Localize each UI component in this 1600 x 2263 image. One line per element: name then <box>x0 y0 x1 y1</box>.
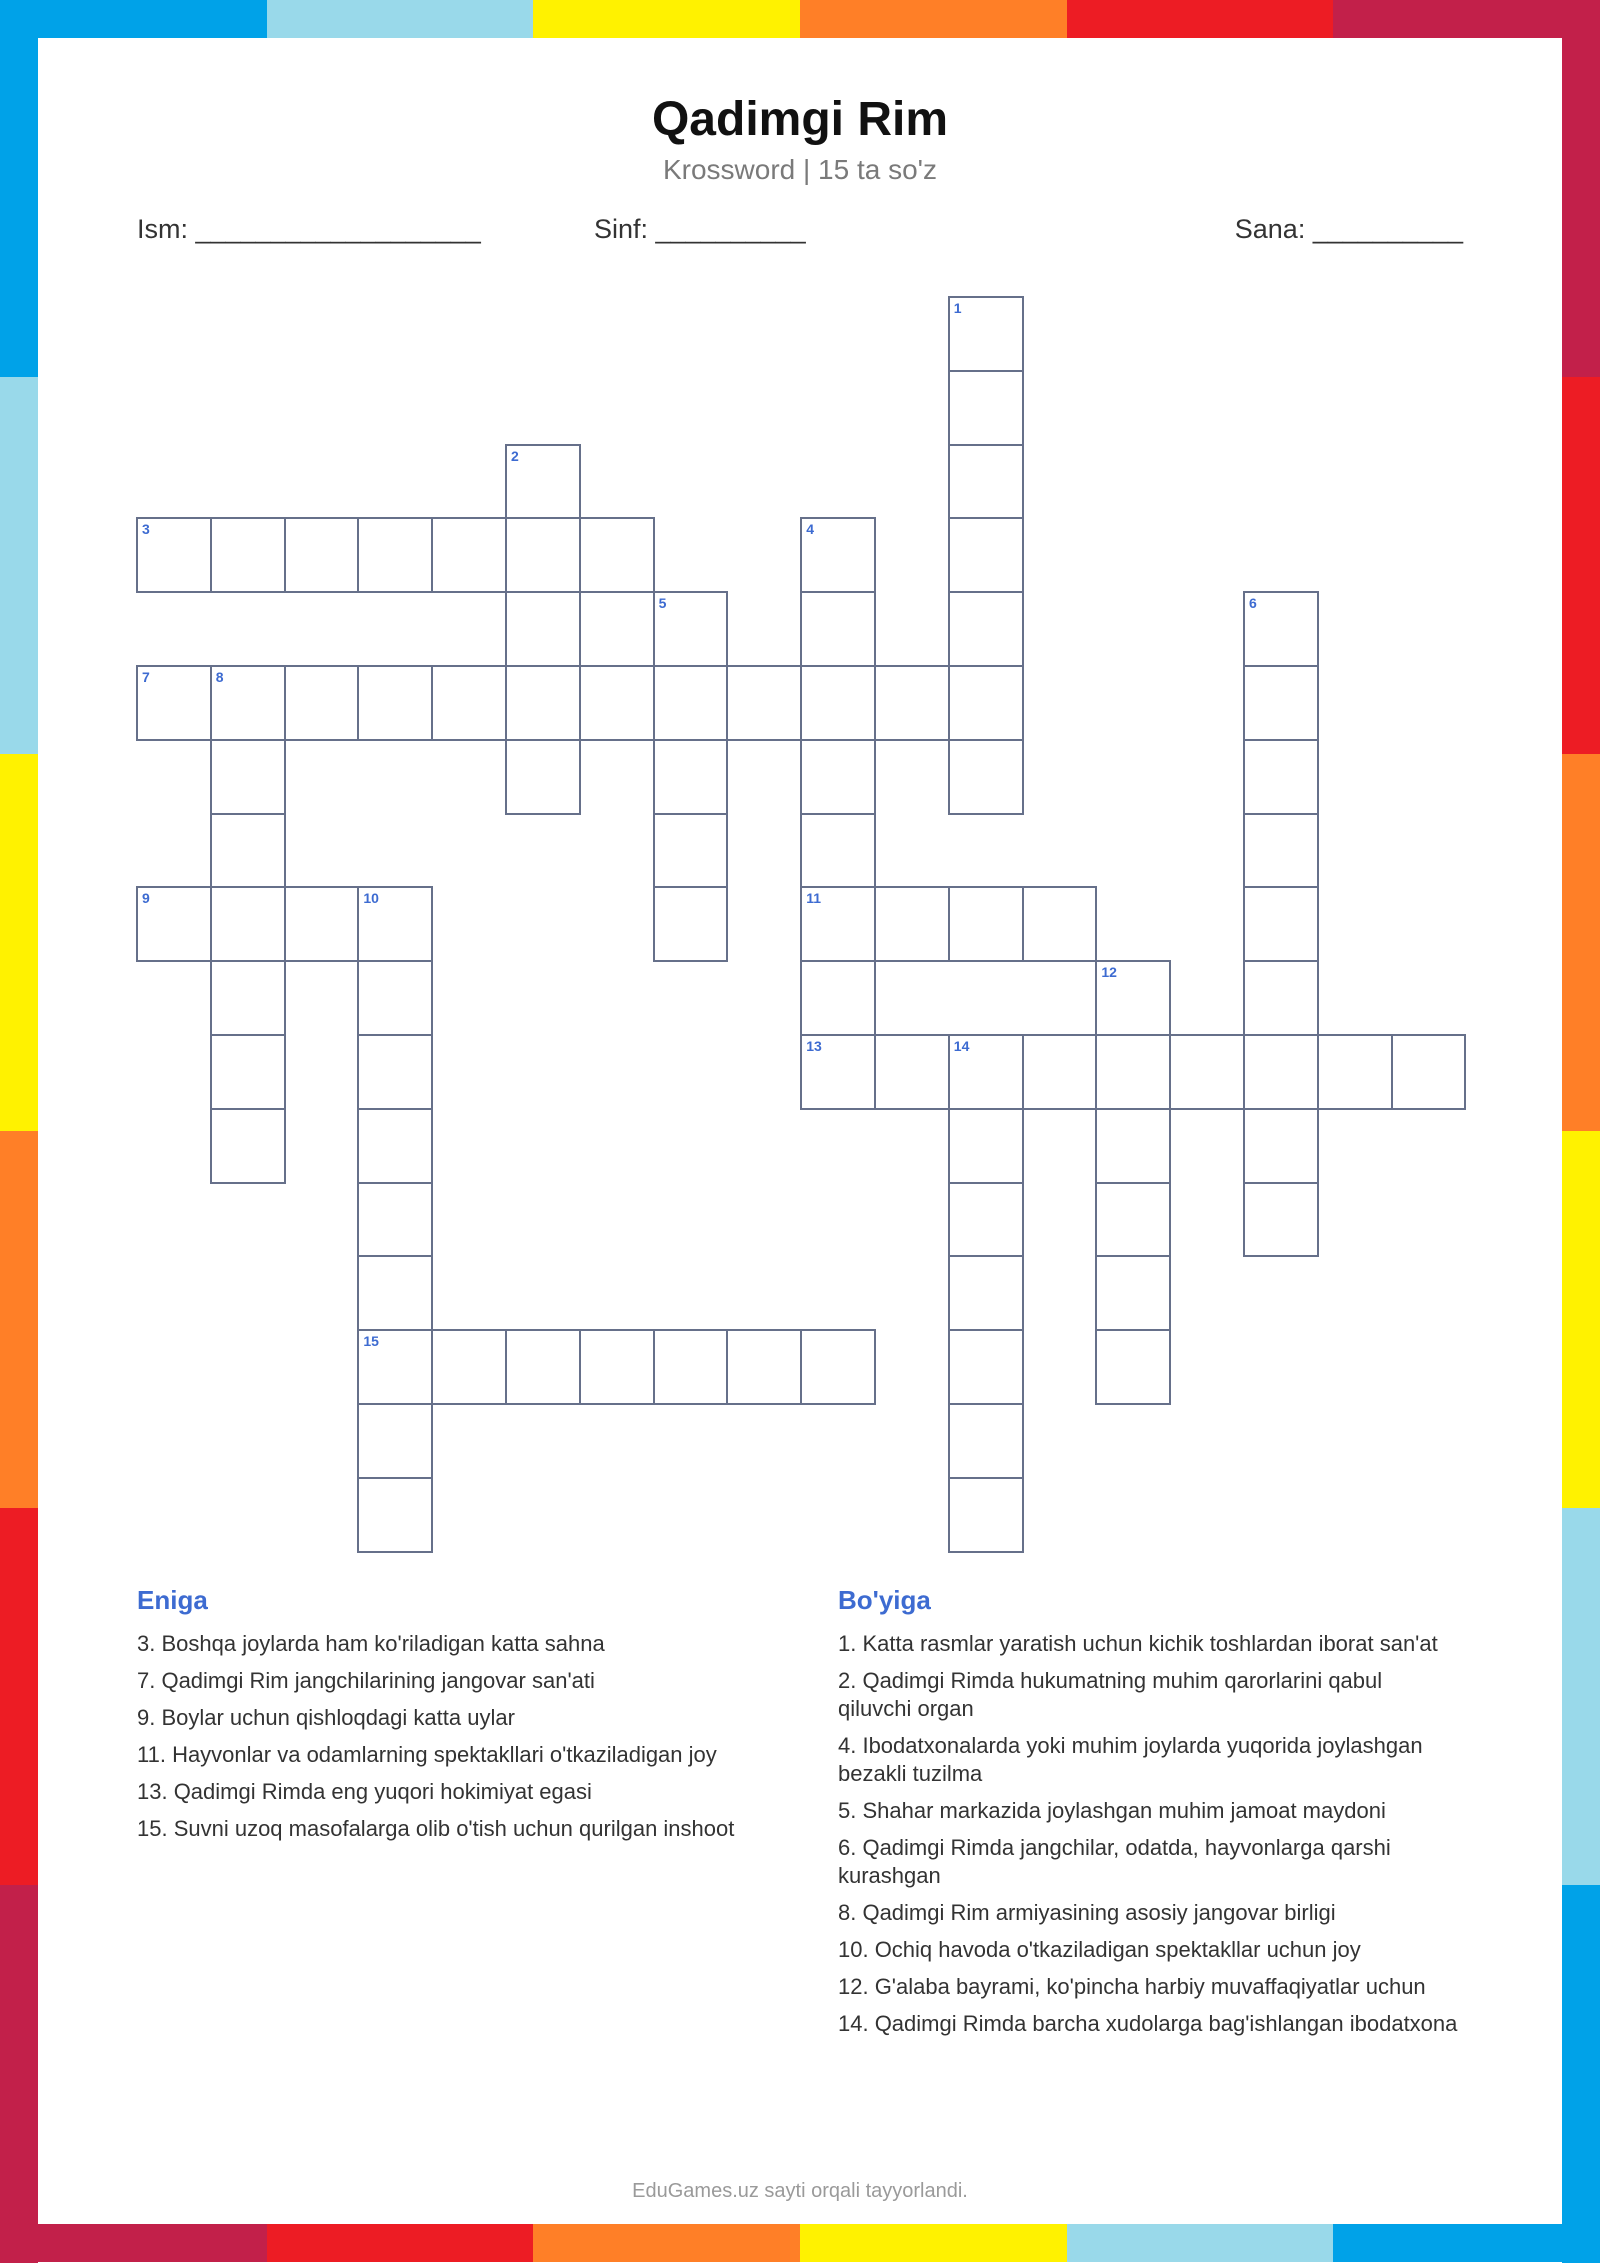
border-segment <box>1562 1885 1600 2263</box>
crossword-cell[interactable] <box>948 296 1024 372</box>
across-clue: 13. Qadimgi Rimda eng yuqori hokimiyat egasi <box>137 1779 592 1804</box>
crossword-cell[interactable] <box>800 517 876 593</box>
date-field: Sana: __________ <box>1234 214 1463 244</box>
crossword-cell[interactable] <box>505 591 581 667</box>
crossword-cell[interactable] <box>505 739 581 815</box>
crossword-cell[interactable] <box>210 739 286 815</box>
crossword-cell[interactable] <box>210 1034 286 1110</box>
border-segment <box>1333 0 1600 38</box>
border-segment <box>1333 2224 1600 2262</box>
crossword-cell[interactable] <box>874 1034 950 1110</box>
crossword-cell[interactable] <box>948 1108 1024 1184</box>
clue-number: 1 <box>953 300 962 316</box>
border-segment <box>0 1131 38 1509</box>
across-clue-list <box>137 1630 757 1852</box>
clue-number: 14 <box>953 1038 970 1054</box>
crossword-cell[interactable] <box>357 665 433 741</box>
crossword-cell[interactable] <box>210 1108 286 1184</box>
clue-number: 8 <box>215 669 224 685</box>
across-clue: 11. Hayvonlar va odamlarning spektakllari o'tkaziladigan joy <box>137 1742 717 1767</box>
across-clue: 3. Boshqa joylarda ham ko'riladigan katta sahna <box>137 1631 605 1656</box>
crossword-cell[interactable] <box>874 665 950 741</box>
crossword-cell[interactable] <box>726 1329 802 1405</box>
crossword-cell[interactable] <box>948 1329 1024 1405</box>
across-clue: 9. Boylar uchun qishloqdagi katta uylar <box>137 1705 515 1730</box>
crossword-cell[interactable] <box>1243 886 1319 962</box>
down-clue: 14. Qadimgi Rimda barcha xudolarga bag'ishlangan ibodatxona <box>838 2011 1458 2036</box>
crossword-cell[interactable] <box>800 813 876 889</box>
crossword-cell[interactable] <box>1095 1108 1171 1184</box>
crossword-cell[interactable] <box>579 517 655 593</box>
crossword-cell[interactable] <box>1243 813 1319 889</box>
across-clue: 7. Qadimgi Rim jangchilarining jangovar san'ati <box>137 1668 595 1693</box>
crossword-cell[interactable] <box>653 886 729 962</box>
crossword-cell[interactable] <box>1243 665 1319 741</box>
border-segment <box>0 754 38 1132</box>
border-segment <box>1562 377 1600 755</box>
crossword-cell[interactable] <box>357 1182 433 1258</box>
crossword-cell[interactable] <box>948 1034 1024 1110</box>
crossword-cell[interactable] <box>357 1255 433 1331</box>
border-segment <box>267 2224 535 2262</box>
crossword-cell[interactable] <box>357 517 433 593</box>
border-segment <box>1562 1508 1600 1886</box>
footer-credit: EduGames.uz sayti orqali tayyorlandi. <box>632 2180 968 2202</box>
border-segment <box>800 0 1068 38</box>
crossword-cell[interactable] <box>1095 960 1171 1036</box>
down-clue: 10. Ochiq havoda o'tkaziladigan spektakllar uchun joy <box>838 1937 1361 1962</box>
border-segment <box>1067 2224 1335 2262</box>
crossword-cell[interactable] <box>1095 1034 1171 1110</box>
down-clue: 4. Ibodatxonalarda yoki muhim joylarda yuqorida joylashgan bezakli tuzilma <box>838 1733 1423 1786</box>
clue-number: 4 <box>806 521 814 538</box>
crossword-cell[interactable] <box>653 665 729 741</box>
border-segment <box>0 0 38 378</box>
crossword-cell[interactable] <box>505 665 581 741</box>
crossword-cell[interactable] <box>136 886 212 962</box>
crossword-cell[interactable] <box>874 886 950 962</box>
crossword-cell[interactable] <box>800 665 876 741</box>
crossword-cell[interactable] <box>1022 886 1098 962</box>
down-clue: 6. Qadimgi Rimda jangchilar, odatda, hayvonlarga qarshi kurashgan <box>838 1835 1391 1888</box>
crossword-cell[interactable] <box>1243 1182 1319 1258</box>
across-heading: Eniga <box>137 1585 208 1615</box>
crossword-cell[interactable] <box>1169 1034 1245 1110</box>
crossword-cell[interactable] <box>1095 1255 1171 1331</box>
down-clue: 1. Katta rasmlar yaratish uchun kichik toshlardan iborat san'at <box>838 1631 1438 1656</box>
crossword-cell[interactable] <box>948 886 1024 962</box>
crossword-cell[interactable] <box>505 517 581 593</box>
down-clue-list <box>838 1630 1458 2047</box>
page-subtitle: Krossword | 15 ta so'z <box>662 154 938 185</box>
crossword-cell[interactable] <box>1243 1108 1319 1184</box>
crossword-cell[interactable] <box>210 813 286 889</box>
crossword-cell[interactable] <box>948 1182 1024 1258</box>
clue-number: 12 <box>1101 964 1117 981</box>
crossword-cell[interactable] <box>431 665 507 741</box>
crossword-cell[interactable] <box>1391 1034 1467 1110</box>
crossword-cell[interactable] <box>948 517 1024 593</box>
crossword-cell[interactable] <box>948 1255 1024 1331</box>
crossword-cell[interactable] <box>1243 960 1319 1036</box>
crossword-cell[interactable] <box>357 960 433 1036</box>
crossword-cell[interactable] <box>505 1329 581 1405</box>
name-field: Ism: ___________________ <box>137 214 481 244</box>
crossword-cell[interactable] <box>284 665 360 741</box>
border-segment <box>533 0 801 38</box>
border-segment <box>533 2224 801 2262</box>
crossword-cell[interactable] <box>357 1403 433 1479</box>
crossword-cell[interactable] <box>284 886 360 962</box>
down-clue: 8. Qadimgi Rim armiyasining asosiy jangovar birligi <box>838 1900 1336 1925</box>
clue-number: 9 <box>142 890 150 907</box>
crossword-cell[interactable] <box>431 1329 507 1405</box>
crossword-cell[interactable] <box>948 370 1024 446</box>
crossword-cell[interactable] <box>210 665 286 741</box>
crossword-cell[interactable] <box>1317 1034 1393 1110</box>
crossword-cell[interactable] <box>948 1477 1024 1553</box>
crossword-cell[interactable] <box>357 1329 433 1405</box>
crossword-cell[interactable] <box>653 591 729 667</box>
clue-number: 11 <box>806 890 821 907</box>
crossword-cell[interactable] <box>800 1034 876 1110</box>
crossword-cell[interactable] <box>726 665 802 741</box>
down-heading: Bo'yiga <box>838 1585 931 1615</box>
crossword-cell[interactable] <box>1243 591 1319 667</box>
crossword-cell[interactable] <box>653 813 729 889</box>
crossword-cell[interactable] <box>948 444 1024 520</box>
crossword-cell[interactable] <box>800 1329 876 1405</box>
crossword-cell[interactable] <box>1243 1034 1319 1110</box>
crossword-cell[interactable] <box>800 591 876 667</box>
crossword-cell[interactable] <box>210 517 286 593</box>
border-segment <box>267 0 535 38</box>
crossword-cell[interactable] <box>800 960 876 1036</box>
crossword-cell[interactable] <box>1022 1034 1098 1110</box>
crossword-cell[interactable] <box>136 517 212 593</box>
border-segment <box>1562 0 1600 378</box>
border-segment <box>0 1508 38 1886</box>
crossword-cell[interactable] <box>1243 739 1319 815</box>
crossword-cell[interactable] <box>431 517 507 593</box>
crossword-cell[interactable] <box>357 886 433 962</box>
clue-number: 15 <box>363 1333 379 1350</box>
down-clue: 2. Qadimgi Rimda hukumatning muhim qarorlarini qabul qiluvchi organ <box>838 1668 1383 1721</box>
crossword-cell[interactable] <box>948 1403 1024 1479</box>
crossword-cell[interactable] <box>284 517 360 593</box>
crossword-cell[interactable] <box>210 886 286 962</box>
down-clue: 5. Shahar markazida joylashgan muhim jamoat maydoni <box>838 1798 1386 1823</box>
crossword-cell[interactable] <box>357 1034 433 1110</box>
border-segment <box>800 2224 1068 2262</box>
crossword-cell[interactable] <box>948 665 1024 741</box>
border-segment <box>1067 0 1335 38</box>
border-segment <box>0 0 268 38</box>
clue-number: 6 <box>1249 595 1257 612</box>
border-segment <box>1562 1131 1600 1509</box>
clue-number: 10 <box>363 890 379 907</box>
crossword-cell[interactable] <box>579 1329 655 1405</box>
class-field: Sinf: __________ <box>594 214 806 244</box>
border-segment <box>0 1885 38 2263</box>
border-segment <box>1562 754 1600 1132</box>
crossword-cell[interactable] <box>579 665 655 741</box>
across-clue: 15. Suvni uzoq masofalarga olib o'tish uchun qurilgan inshoot <box>137 1816 735 1841</box>
crossword-cell[interactable] <box>357 1108 433 1184</box>
down-clue: 12. G'alaba bayrami, ko'pincha harbiy muvaffaqiyatlar uchun <box>838 1974 1426 1999</box>
crossword-cell[interactable] <box>357 1477 433 1553</box>
crossword-cell[interactable] <box>948 739 1024 815</box>
clue-number: 2 <box>511 447 519 464</box>
crossword-cell[interactable] <box>800 886 876 962</box>
border-segment <box>0 2224 268 2262</box>
clue-number: 7 <box>142 669 150 685</box>
crossword-cell[interactable] <box>1095 1182 1171 1258</box>
page-title: Qadimgi Rim <box>651 93 949 146</box>
crossword-cell[interactable] <box>136 665 212 741</box>
clue-number: 13 <box>806 1038 822 1054</box>
crossword-cell[interactable] <box>505 444 581 520</box>
border-segment <box>0 377 38 755</box>
crossword-cell[interactable] <box>948 591 1024 667</box>
crossword-cell[interactable] <box>653 1329 729 1405</box>
crossword-cell[interactable] <box>653 739 729 815</box>
crossword-cell[interactable] <box>800 739 876 815</box>
clue-number: 3 <box>142 521 150 538</box>
clue-number: 5 <box>658 595 667 612</box>
crossword-cell[interactable] <box>1095 1329 1171 1405</box>
crossword-cell[interactable] <box>210 960 286 1036</box>
